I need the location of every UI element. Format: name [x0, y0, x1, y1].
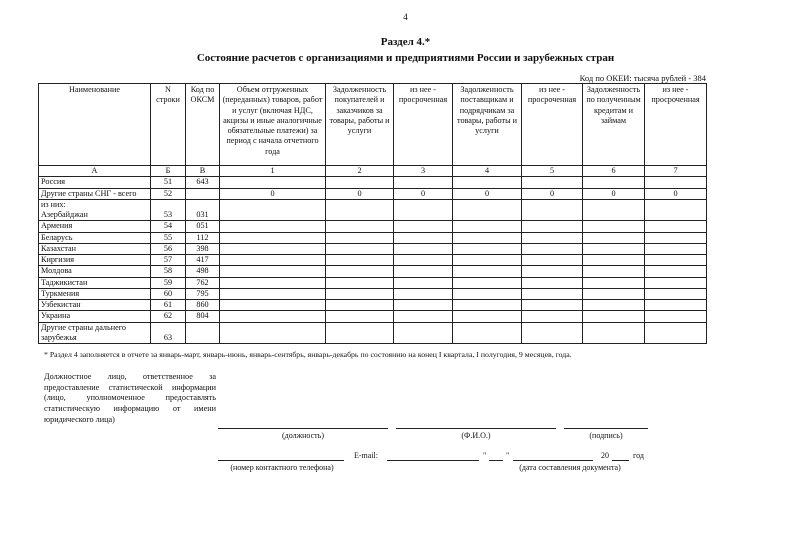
index-cell: А — [39, 166, 151, 177]
row-name — [39, 255, 151, 266]
value-cell[interactable] — [220, 311, 326, 322]
table-row — [39, 311, 707, 322]
row-name-line: из них: — [41, 199, 66, 209]
row-oksm-code: 417 — [186, 255, 220, 266]
header-row-number: N строки — [151, 84, 186, 166]
value-cell[interactable] — [645, 277, 707, 288]
row-name-line: Азербайджан — [41, 210, 88, 219]
value-cell[interactable] — [453, 288, 522, 299]
value-cell[interactable] — [220, 322, 326, 344]
value-cell[interactable] — [394, 243, 453, 254]
value-cell[interactable] — [326, 177, 394, 188]
index-cell: 6 — [583, 166, 645, 177]
row-number: 53 — [151, 199, 186, 221]
row-name-line: Другие страны дальнего — [41, 322, 127, 332]
value-cell[interactable]: 0 — [453, 188, 522, 199]
value-cell[interactable] — [583, 232, 645, 243]
value-cell[interactable]: 0 — [522, 188, 583, 199]
row-number: 62 — [151, 311, 186, 322]
date-caption: (дата составления документа) — [519, 463, 621, 472]
value-cell[interactable] — [645, 232, 707, 243]
value-cell[interactable] — [394, 232, 453, 243]
value-cell[interactable] — [645, 288, 707, 299]
value-cell[interactable] — [220, 277, 326, 288]
row-name — [39, 300, 151, 311]
table-row — [39, 288, 707, 299]
header-oksm-code: Код по ОКСМ — [186, 84, 220, 166]
value-cell[interactable] — [394, 300, 453, 311]
index-cell: 4 — [453, 166, 522, 177]
value-cell[interactable] — [583, 177, 645, 188]
value-cell[interactable] — [453, 177, 522, 188]
row-oksm-code — [186, 188, 220, 199]
value-cell[interactable] — [453, 255, 522, 266]
position-field[interactable] — [218, 428, 388, 429]
value-cell[interactable] — [326, 199, 394, 221]
header-receivables-overdue: из нее - просроченная — [394, 84, 453, 166]
value-cell[interactable] — [645, 322, 707, 344]
row-name-line: Армения — [41, 221, 73, 231]
email-field[interactable] — [387, 460, 479, 461]
value-cell[interactable]: 0 — [583, 188, 645, 199]
value-cell[interactable] — [583, 311, 645, 322]
value-cell[interactable] — [394, 199, 453, 221]
table-row — [39, 322, 707, 344]
value-cell[interactable] — [394, 177, 453, 188]
table-row — [39, 266, 707, 277]
value-cell[interactable] — [522, 255, 583, 266]
value-cell[interactable] — [326, 255, 394, 266]
row-oksm-code: 398 — [186, 243, 220, 254]
value-cell[interactable]: 0 — [326, 188, 394, 199]
value-cell[interactable] — [453, 243, 522, 254]
value-cell[interactable] — [583, 300, 645, 311]
date-day-field[interactable] — [489, 460, 503, 461]
value-cell[interactable] — [326, 322, 394, 344]
signature-caption: (подпись) — [589, 431, 623, 440]
value-cell[interactable] — [522, 277, 583, 288]
table-body — [39, 177, 707, 344]
value-cell[interactable] — [220, 266, 326, 277]
year-suffix: год — [633, 451, 644, 460]
value-cell[interactable] — [522, 243, 583, 254]
table-row — [39, 243, 707, 254]
row-oksm-code: 762 — [186, 277, 220, 288]
value-cell[interactable] — [522, 288, 583, 299]
section-subtitle: Состояние расчетов с организациями и предприятиями России и зарубежных стран — [196, 52, 615, 64]
full-name-field[interactable] — [396, 428, 556, 429]
row-number: 51 — [151, 177, 186, 188]
value-cell[interactable]: 0 — [645, 188, 707, 199]
value-cell[interactable] — [453, 199, 522, 221]
value-cell[interactable] — [394, 277, 453, 288]
value-cell[interactable] — [220, 300, 326, 311]
index-cell: Б — [151, 166, 186, 177]
table-row — [39, 177, 707, 188]
value-cell[interactable] — [453, 300, 522, 311]
value-cell[interactable] — [394, 266, 453, 277]
row-name-line: Другие страны СНГ - всего — [41, 188, 137, 198]
signature-field[interactable] — [564, 428, 648, 429]
value-cell[interactable] — [583, 277, 645, 288]
phone-caption: (номер контактного телефона) — [230, 463, 334, 472]
value-cell[interactable] — [326, 232, 394, 243]
row-name-line: Беларусь — [41, 232, 73, 242]
row-number: 61 — [151, 300, 186, 311]
row-name-line: Казахстан — [41, 243, 77, 253]
row-number: 60 — [151, 288, 186, 299]
value-cell[interactable] — [645, 243, 707, 254]
row-oksm-code — [186, 322, 220, 344]
value-cell[interactable] — [583, 221, 645, 232]
row-oksm-code: 031 — [186, 199, 220, 221]
header-receivables: Задолженность покупателей и заказчиков за товары, работы и услуги — [326, 84, 394, 166]
row-name-line: Украина — [41, 311, 71, 321]
value-cell[interactable] — [522, 232, 583, 243]
value-cell[interactable] — [326, 277, 394, 288]
page-number: 4 — [403, 12, 408, 22]
value-cell[interactable] — [394, 311, 453, 322]
value-cell[interactable] — [220, 199, 326, 221]
value-cell[interactable] — [453, 266, 522, 277]
row-number: 57 — [151, 255, 186, 266]
value-cell[interactable] — [220, 243, 326, 254]
value-cell[interactable] — [522, 322, 583, 344]
value-cell[interactable] — [583, 288, 645, 299]
header-payables: Задолженность поставщикам и подрядчикам за товары, работы и услуги — [453, 84, 522, 166]
value-cell[interactable] — [645, 199, 707, 221]
row-name — [39, 221, 151, 232]
value-cell[interactable] — [583, 199, 645, 221]
footnote: * Раздел 4 заполняется в отчете за январь-март, январь-июнь, январь-сентябрь, январь-декабрь по состоянию на конец I квартала, I полугодия, 9 месяцев, года. — [44, 350, 572, 359]
value-cell[interactable] — [220, 232, 326, 243]
value-cell[interactable] — [326, 266, 394, 277]
year-prefix: 20 — [601, 451, 609, 460]
row-oksm-code: 112 — [186, 232, 220, 243]
row-number: 59 — [151, 277, 186, 288]
okei-code: Код по ОКЕИ: тысяча рублей - 384 — [579, 73, 706, 83]
value-cell[interactable] — [220, 221, 326, 232]
index-cell: 1 — [220, 166, 326, 177]
row-name-line: Молдова — [41, 266, 72, 276]
date-month-field[interactable] — [513, 460, 593, 461]
row-name — [39, 243, 151, 254]
value-cell[interactable] — [453, 232, 522, 243]
header-loans-overdue: из нее - просроченная — [645, 84, 707, 166]
value-cell[interactable] — [522, 177, 583, 188]
row-name — [39, 199, 151, 221]
row-name — [39, 288, 151, 299]
section-title: Раздел 4.* — [380, 36, 431, 48]
row-number: 56 — [151, 243, 186, 254]
value-cell[interactable] — [645, 300, 707, 311]
table-row — [39, 277, 707, 288]
date-quote-open: " — [483, 451, 487, 460]
value-cell[interactable] — [326, 288, 394, 299]
row-number: 63 — [151, 322, 186, 344]
header-shipped-volume: Объем отгруженных (переданных) товаров, работ и услуг (включая НДС, акцизы и иные аналогичные обязательные платежи) за период с начала отчетного года — [220, 84, 326, 166]
row-name-line: Россия — [41, 177, 66, 187]
email-label: E-mail: — [354, 451, 378, 460]
value-cell[interactable]: 0 — [220, 188, 326, 199]
value-cell[interactable] — [645, 266, 707, 277]
row-name-line: Туркмения — [41, 288, 80, 298]
index-cell: 7 — [645, 166, 707, 177]
value-cell[interactable] — [394, 288, 453, 299]
index-cell: 5 — [522, 166, 583, 177]
value-cell[interactable] — [453, 221, 522, 232]
value-cell[interactable] — [326, 311, 394, 322]
row-number: 54 — [151, 221, 186, 232]
row-name — [39, 188, 151, 199]
full-name-caption: (Ф.И.О.) — [461, 431, 491, 440]
row-number: 55 — [151, 232, 186, 243]
header-loans: Задолженность по полученным кредитам и займам — [583, 84, 645, 166]
row-name — [39, 177, 151, 188]
table-row — [39, 232, 707, 243]
row-name-line: зарубежья — [41, 332, 77, 342]
value-cell[interactable] — [583, 322, 645, 344]
value-cell[interactable] — [326, 300, 394, 311]
row-oksm-code: 498 — [186, 266, 220, 277]
row-oksm-code: 804 — [186, 311, 220, 322]
value-cell[interactable] — [394, 221, 453, 232]
value-cell[interactable] — [220, 255, 326, 266]
row-oksm-code: 051 — [186, 221, 220, 232]
value-cell[interactable] — [645, 177, 707, 188]
row-name — [39, 322, 151, 344]
table-row — [39, 300, 707, 311]
value-cell[interactable] — [522, 199, 583, 221]
row-name-line: Узбекистан — [41, 300, 81, 309]
table-row — [39, 188, 707, 199]
table-row — [39, 255, 707, 266]
header-name: Наименование — [39, 84, 151, 166]
value-cell[interactable] — [645, 221, 707, 232]
value-cell[interactable] — [583, 243, 645, 254]
index-row — [39, 166, 707, 177]
value-cell[interactable] — [220, 177, 326, 188]
settlements-table — [38, 83, 707, 344]
row-number: 58 — [151, 266, 186, 277]
row-oksm-code: 643 — [186, 177, 220, 188]
row-oksm-code: 795 — [186, 288, 220, 299]
phone-field[interactable] — [218, 460, 344, 461]
value-cell[interactable] — [326, 221, 394, 232]
row-number: 52 — [151, 188, 186, 199]
index-cell: 2 — [326, 166, 394, 177]
value-cell[interactable] — [522, 311, 583, 322]
value-cell[interactable] — [522, 221, 583, 232]
table-row — [39, 199, 707, 221]
value-cell[interactable] — [645, 311, 707, 322]
row-name — [39, 277, 151, 288]
value-cell[interactable] — [453, 277, 522, 288]
value-cell[interactable] — [522, 266, 583, 277]
row-name-line: Киргизия — [41, 255, 75, 264]
official-description: Должностное лицо, ответственное за предоставление статистической информации (лицо, уполномоченное предоставлять статистическую информацию от имени юридического лица) — [44, 372, 216, 424]
header-row — [39, 84, 707, 166]
value-cell[interactable]: 0 — [394, 188, 453, 199]
value-cell[interactable] — [394, 322, 453, 344]
value-cell[interactable] — [453, 311, 522, 322]
date-year-field[interactable] — [612, 460, 629, 461]
value-cell[interactable] — [220, 288, 326, 299]
index-cell: В — [186, 166, 220, 177]
value-cell[interactable] — [645, 255, 707, 266]
row-name — [39, 232, 151, 243]
value-cell[interactable] — [583, 255, 645, 266]
index-cell: 3 — [394, 166, 453, 177]
row-name — [39, 266, 151, 277]
date-quote-close: " — [506, 451, 510, 460]
value-cell[interactable] — [583, 266, 645, 277]
value-cell[interactable] — [522, 300, 583, 311]
value-cell[interactable] — [326, 243, 394, 254]
row-name — [39, 311, 151, 322]
position-caption: (должность) — [282, 431, 324, 440]
value-cell[interactable] — [453, 322, 522, 344]
row-name-line: Таджикистан — [41, 277, 88, 287]
header-payables-overdue: из нее - просроченная — [522, 84, 583, 166]
row-oksm-code: 860 — [186, 300, 220, 311]
value-cell[interactable] — [394, 255, 453, 266]
table-row — [39, 221, 707, 232]
